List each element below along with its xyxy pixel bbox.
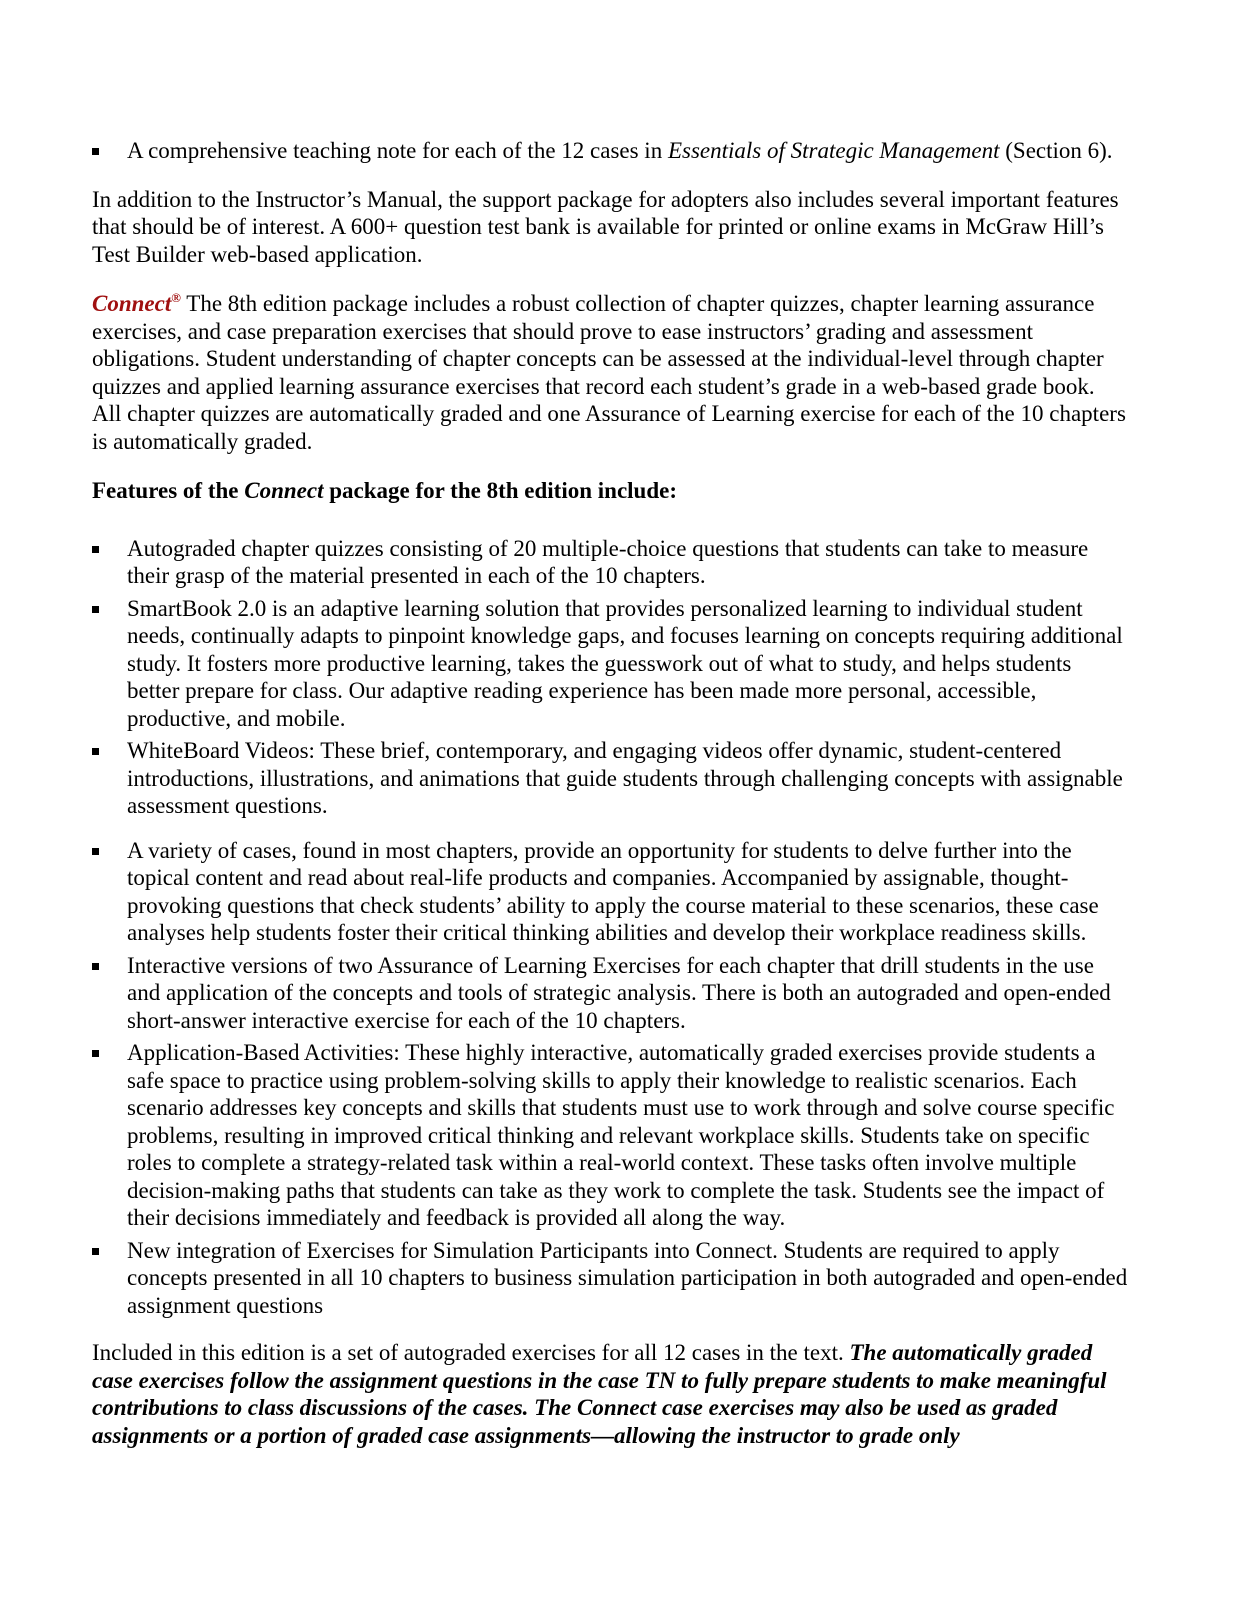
- list-item: [92, 595, 1128, 733]
- feature-text: Autograded chapter quizzes consisting of 20 multiple-choice questions that students can take to measure their grasp of the material presented in each of the 10 chapters.: [127, 535, 1089, 588]
- closing-emphasis-text: The automatically graded case exercises follow the assignment questions in the case TN to fully prepare students to make meaningful contributions to class discussions of the cases. The Connect case exercises may also be used as graded assignments or a portion of graded case assignments—allowing the instructor to grade only: [92, 1340, 1107, 1448]
- square-bullet-icon: [92, 546, 99, 553]
- list-item: [92, 952, 1128, 1035]
- features-list: [92, 535, 1128, 1320]
- square-bullet-icon: [92, 1050, 99, 1057]
- list-item: [92, 1039, 1128, 1232]
- feature-text: Interactive versions of two Assurance of Learning Exercises for each chapter that drill students in the use and application of the concepts and tools of strategic analysis. There is both an autograded and open-ended short-answer interactive exercise for each of the 10 chapters.: [127, 952, 1111, 1033]
- square-bullet-icon: [92, 748, 99, 755]
- top-bullet-list: [92, 137, 1128, 165]
- list-item: [92, 837, 1128, 947]
- registered-mark: ®: [171, 290, 181, 305]
- list-item-text-pre: A comprehensive teaching note for each of the 12 cases in: [127, 138, 668, 163]
- feature-text: A variety of cases, found in most chapters, provide an opportunity for students to delve further into the topical content and read about real-life products and companies. Accompanied by assignable, thought-provoking questions that check students’ ability to apply the course material to these scenarios, these case analyses help students foster their critical thinking abilities and develop their workplace readiness skills.: [127, 837, 1099, 945]
- square-bullet-icon: [92, 848, 99, 855]
- list-item: [92, 137, 1128, 165]
- square-bullet-icon: [92, 148, 99, 155]
- intro-paragraph: In addition to the Instructor’s Manual, the support package for adopters also includes several important features that should be of interest. A 600+ question test bank is available for printed or online exams in McGraw Hill’s Test Builder web-based application.: [92, 186, 1119, 267]
- feature-text: New integration of Exercises for Simulation Participants into Connect. Students are required to apply concepts presented in all 10 chapters to business simulation participation in both autograded and open-ended assignment questions: [127, 1237, 1128, 1318]
- closing-paragraph: [92, 1339, 1128, 1449]
- list-item-text-post: (Section 6).: [999, 138, 1113, 163]
- book-title: Essentials of Strategic Management: [667, 138, 1000, 163]
- closing-plain-text: Included in this edition is a set of autograded exercises for all 12 cases in the text.: [92, 1340, 850, 1365]
- connect-paragraph-text: The 8th edition package includes a robust collection of chapter quizzes, chapter learning assurance exercises, and case preparation exercises that should prove to ease instructors’ grading and assessment obligations. Student understanding of chapter concepts can be assessed at the individual-level through chapter quizzes and applied learning assurance exercises that record each student’s grade in a web-based grade book. All chapter quizzes are automatically graded and one Assurance of Learning exercise for each of the 10 chapters is automatically graded.: [92, 291, 1126, 454]
- features-heading: Features of the Connect package for the 8th edition include:: [92, 478, 677, 503]
- feature-text: Application-Based Activities: These highly interactive, automatically graded exercises provide students a safe space to practice using problem-solving skills to apply their knowledge to realistic scenarios. Each scenario addresses key concepts and skills that students must use to work through and solve course specific problems, resulting in improved critical thinking and relevant workplace skills. Students take on specific roles to complete a strategy-related task within a real-world context. These tasks often involve multiple decision-making paths that students can take as they work to complete the task. Students see the impact of their decisions immediately and feedback is provided all along the way.: [127, 1040, 1115, 1230]
- square-bullet-icon: [92, 1248, 99, 1255]
- connect-paragraph: [92, 290, 1128, 455]
- list-item: [92, 1237, 1128, 1320]
- list-item: [92, 535, 1128, 590]
- square-bullet-icon: [92, 963, 99, 970]
- list-item: [92, 737, 1128, 820]
- feature-text: WhiteBoard Videos: These brief, contemporary, and engaging videos offer dynamic, student-centered introductions, illustrations, and animations that guide students through challenging concepts with assignable assessment questions.: [127, 738, 1123, 818]
- connect-brand-name: Connect®: [92, 290, 181, 316]
- feature-text: SmartBook 2.0 is an adaptive learning solution that provides personalized learning to individual student needs, continually adapts to pinpoint knowledge gaps, and focuses learning on concepts requiring additional study. It fosters more productive learning, takes the guesswork out of what to study, and helps students better prepare for class. Our adaptive reading experience has been made more personal, accessible, productive, and mobile.: [127, 595, 1123, 731]
- square-bullet-icon: [92, 606, 99, 613]
